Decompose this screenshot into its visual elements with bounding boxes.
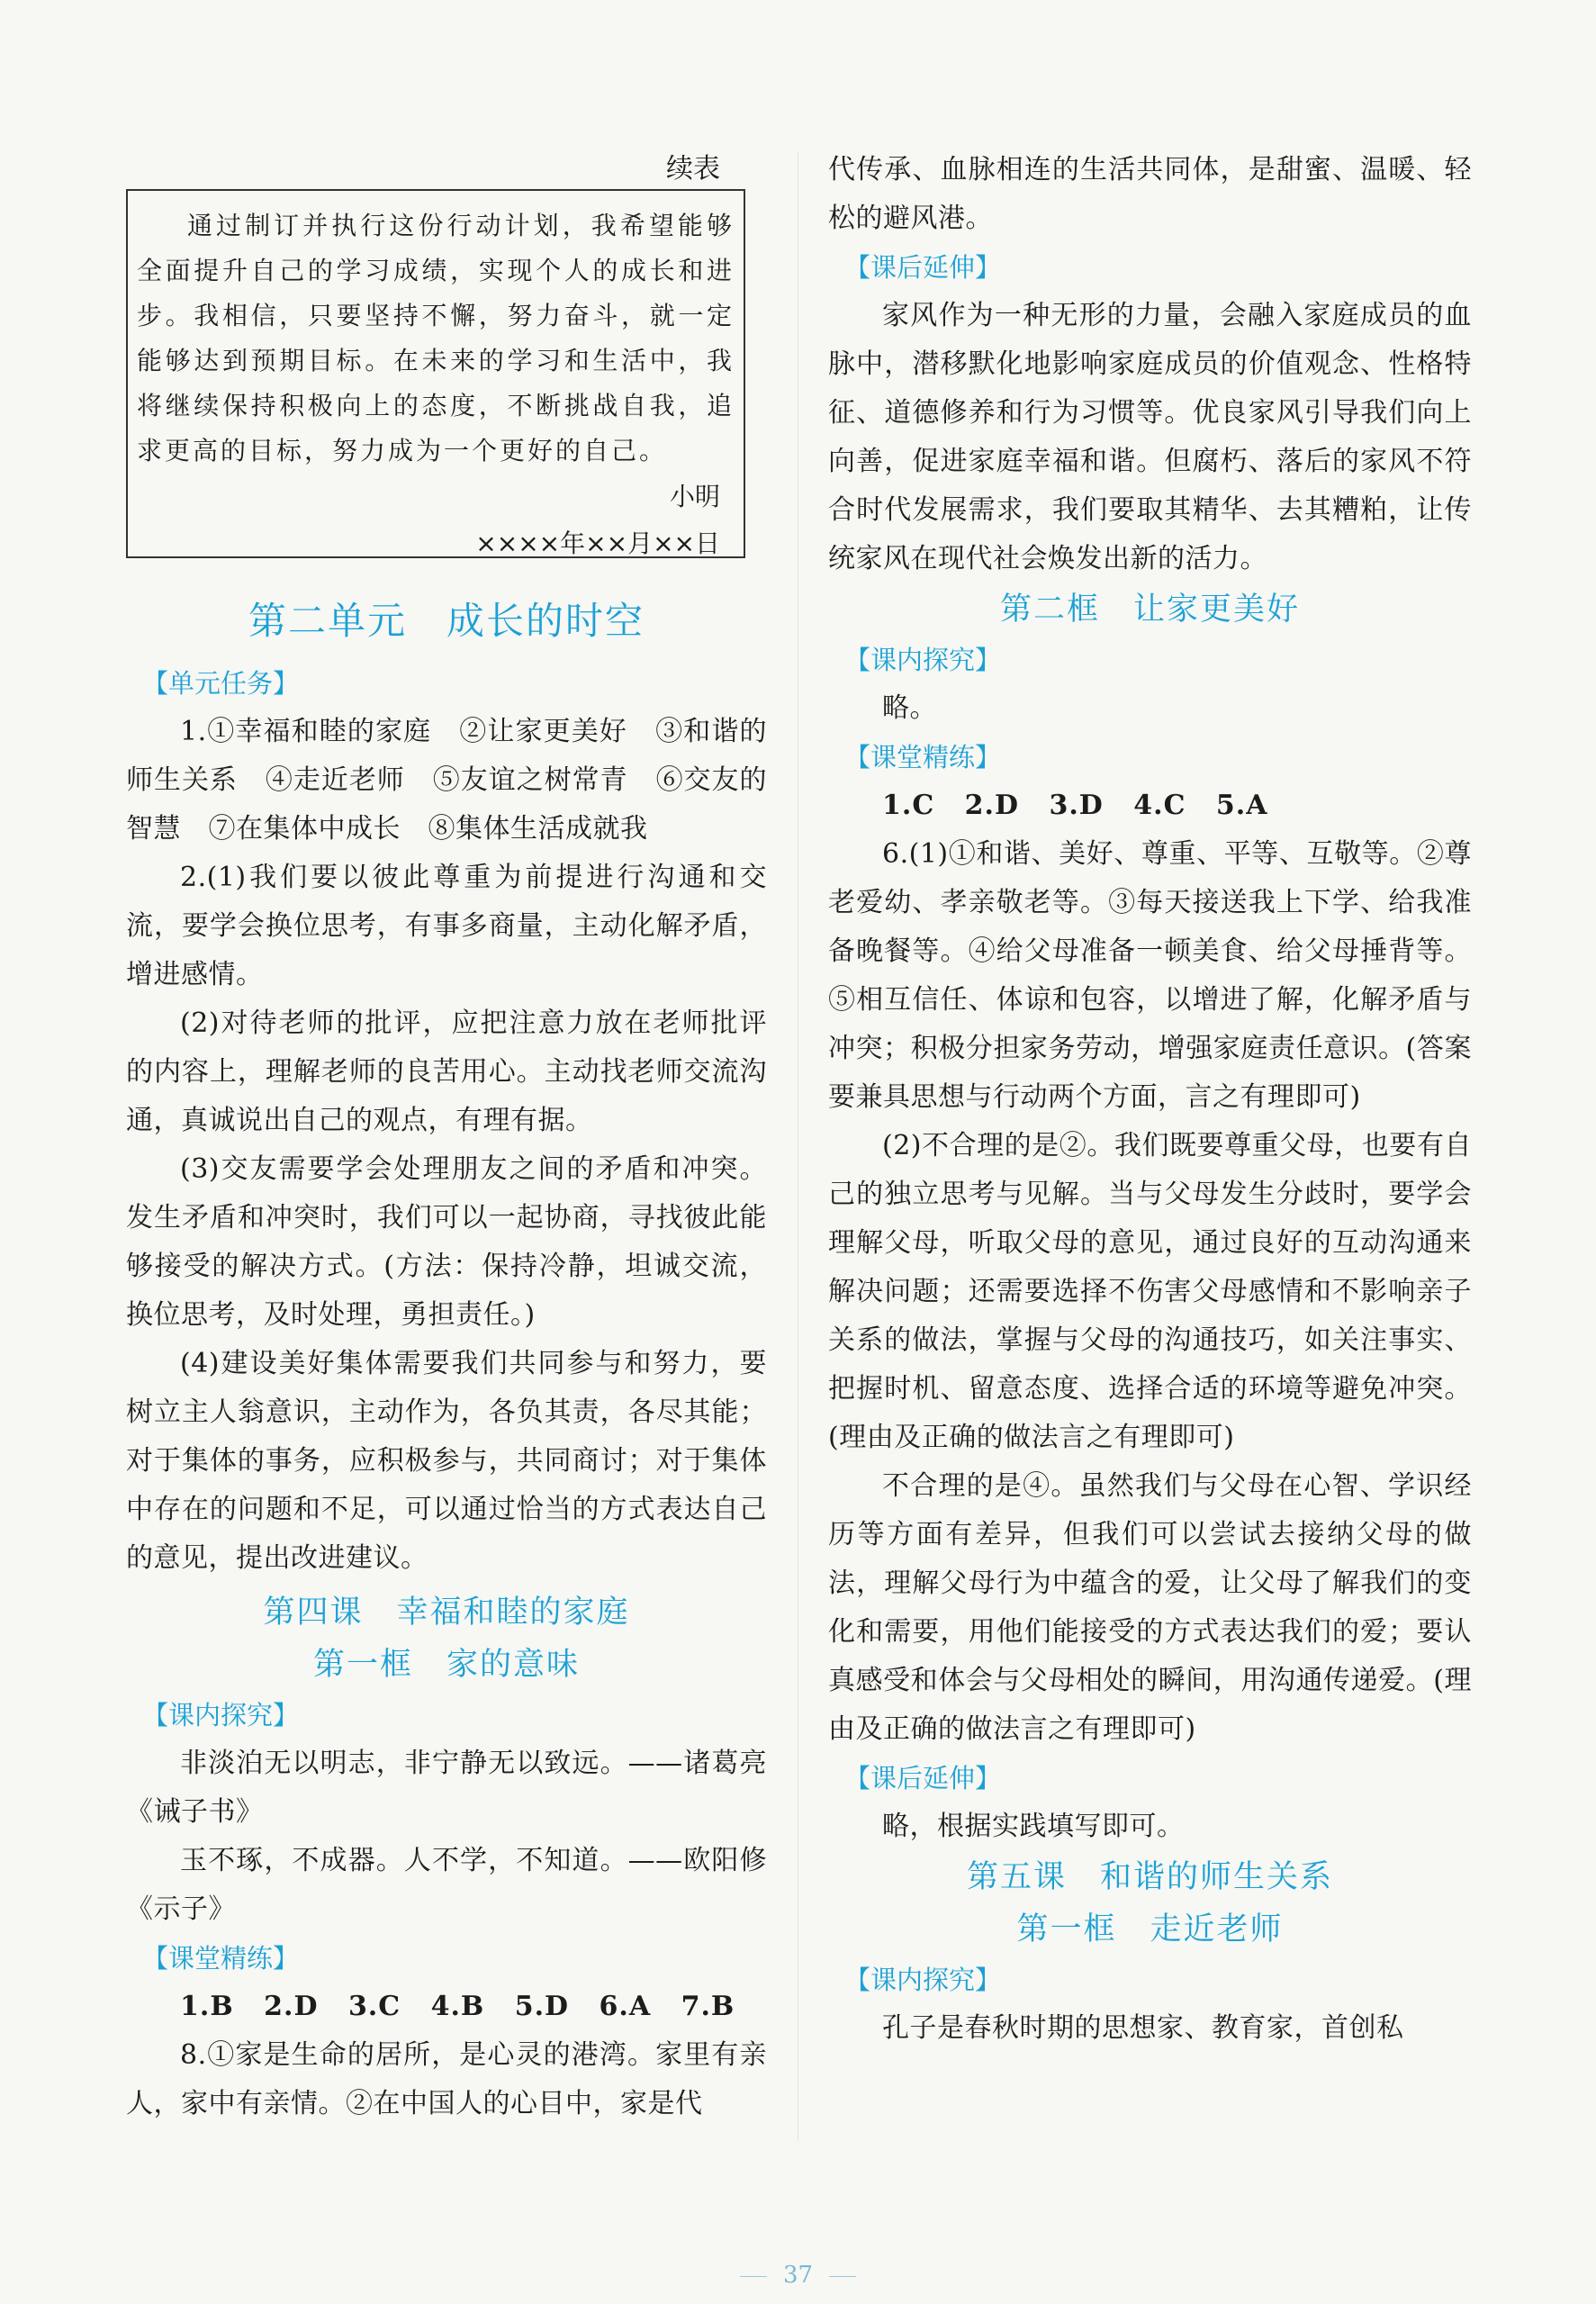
unit-task-2-1: 2.(1)我们要以彼此尊重为前提进行沟通和交流，要学会换位思考，有事多商量，主动化解矛盾，增进感情。 xyxy=(126,862,767,990)
lesson-4-title: 第四课 幸福和睦的家庭 xyxy=(263,1595,630,1631)
answer-item: 5.D xyxy=(514,1991,570,2022)
practice-tag: 【课堂精练】 xyxy=(844,742,1002,773)
quote-1: 非淡泊无以明志，非宁静无以致远。——诸葛亮《诫子书》 xyxy=(126,1748,767,1828)
right-content xyxy=(828,146,1472,2053)
answer-item: 4.B xyxy=(430,1991,485,2022)
plan-signature: 小明 xyxy=(669,482,720,511)
answer-item: 5.A xyxy=(1215,790,1268,821)
answer-item: 1.B xyxy=(180,1991,234,2022)
answer-item: 3.D xyxy=(1049,790,1104,821)
question-6-2b: 不合理的是④。虽然我们与父母在心智、学识经历等方面有差异，但我们可以尝试去接纳父母的做法，理解父母行为中蕴含的爱，让父母了解我们的变化和需要，用他们能接受的方式表达我们的爱；要认真感受和体会与父母相处的瞬间，用沟通传递爱。(理由及正确的做法言之有理即可) xyxy=(828,1470,1472,1745)
afterclass-text: 家风作为一种无形的力量，会融入家庭成员的血脉中，潜移默化地影响家庭成员的价值观念、性格特征、道德修养和行为习惯等。优良家风引导我们向上向善，促进家庭幸福和谐。但腐朽、落后的家风不符合时代发展需求，我们要取其精华、去其糟粕，让传统家风在现代社会焕发出新的活力。 xyxy=(828,300,1472,574)
answer-item: 7.B xyxy=(681,1991,735,2022)
unit-title: 第二单元 成长的时空 xyxy=(248,599,645,643)
practice-tag: 【课堂精练】 xyxy=(142,1943,300,1974)
plan-date: ××××年××月××日 xyxy=(475,529,720,558)
question-8-continued: 代传承、血脉相连的生活共同体，是甜蜜、温暖、轻松的避风港。 xyxy=(828,154,1472,234)
afterclass-text: 略，根据实践填写即可。 xyxy=(882,1811,1185,1842)
answer-row xyxy=(828,782,1472,830)
inclass-tag: 【课内探究】 xyxy=(844,1965,1002,1995)
inclass-text: 孔子是春秋时期的思想家、教育家，首创私 xyxy=(882,2012,1404,2044)
continued-label: 续表 xyxy=(666,153,720,185)
unit-task-2-2: (2)对待老师的批评，应把注意力放在老师批评的内容上，理解老师的良苦用心。主动找老师交流沟通，真诚说出自己的观点，有理有据。 xyxy=(126,1007,767,1136)
frame-1-title: 第一框 走近老师 xyxy=(1016,1911,1284,1947)
answer-item: 3.C xyxy=(347,1991,401,2022)
inclass-text: 略。 xyxy=(882,692,937,724)
inclass-tag: 【课内探究】 xyxy=(142,1700,300,1730)
inclass-tag: 【课内探究】 xyxy=(844,645,1002,675)
question-6-2a: (2)不合理的是②。我们既要尊重父母，也要有自己的独立思考与见解。当与父母发生分歧时，要学会理解父母，听取父母的意见，通过良好的互动沟通来解决问题；还需要选择不伤害父母感情和不影响亲子关系的做法，掌握与父母的沟通技巧，如关注事实、把握时机、留意态度、选择合适的环境等避免冲突。(理由及正确的做法言之有理即可) xyxy=(828,1130,1472,1453)
quote-2: 玉不琢，不成器。人不学，不知道。——欧阳修《示子》 xyxy=(126,1845,767,1925)
answer-row xyxy=(126,1983,767,2031)
action-plan-box xyxy=(126,189,745,558)
question-6-1: 6.(1)①和谐、美好、尊重、平等、互敬等。②尊老爱幼、孝亲敬老等。③每天接送我上下学、给我准备晚餐等。④给父母准备一顿美食、给父母捶背等。⑤相互信任、体谅和包容，以增进了解，化解矛盾与冲突；积极分担家务劳动，增强家庭责任意识。(答案要兼具思想与行动两个方面，言之有理即可) xyxy=(828,838,1472,1113)
question-8: 8.①家是生命的居所，是心灵的港湾。家里有亲人，家中有亲情。②在中国人的心目中，家是代 xyxy=(126,2039,767,2119)
answer-item: 1.C xyxy=(882,790,935,821)
unit-task-2-3: (3)交友需要学会处理朋友之间的矛盾和冲突。发生矛盾和冲突时，我们可以一起协商，寻找彼此能够接受的解决方式。(方法：保持冷静，坦诚交流，换位思考，及时处理，勇担责任。) xyxy=(126,1153,767,1331)
afterclass-tag: 【课后延伸】 xyxy=(844,252,1002,283)
unit-task-2-4: (4)建设美好集体需要我们共同参与和努力，要树立主人翁意识，主动作为，各负其责，各尽其能；对于集体的事务，应积极参与，共同商讨；对于集体中存在的问题和不足，可以通过恰当的方式表达自己的意见，提出改进建议。 xyxy=(126,1348,767,1574)
afterclass-tag: 【课后延伸】 xyxy=(844,1763,1002,1794)
frame-1-title: 第一框 家的意味 xyxy=(312,1647,580,1683)
unit-task-tag: 【单元任务】 xyxy=(142,668,300,699)
left-content xyxy=(126,594,767,2128)
plan-text: 通过制订并执行这份行动计划，我希望能够全面提升自己的学习成绩，实现个人的成长和进步。我相信，只要坚持不懈，努力奋斗，就一定能够达到预期目标。在未来的学习和生活中，我将继续保持积极向上的态度，不断挑战自我，追求更高的目标，努力成为一个更好的自己。 xyxy=(137,211,735,465)
answer-item: 6.A xyxy=(599,1991,652,2022)
answer-item: 2.D xyxy=(964,790,1019,821)
page-number: 37 xyxy=(0,2262,1596,2289)
unit-task-1: 1.①幸福和睦的家庭 ②让家更美好 ③和谐的师生关系 ④走近老师 ⑤友谊之树常青 ⑥交友的智慧 ⑦在集体中成长 ⑧集体生活成就我 xyxy=(126,716,767,845)
answer-item: 4.C xyxy=(1133,790,1186,821)
lesson-5-title: 第五课 和谐的师生关系 xyxy=(966,1859,1333,1895)
answer-item: 2.D xyxy=(264,1991,319,2022)
frame-2-title: 第二框 让家更美好 xyxy=(999,592,1300,628)
